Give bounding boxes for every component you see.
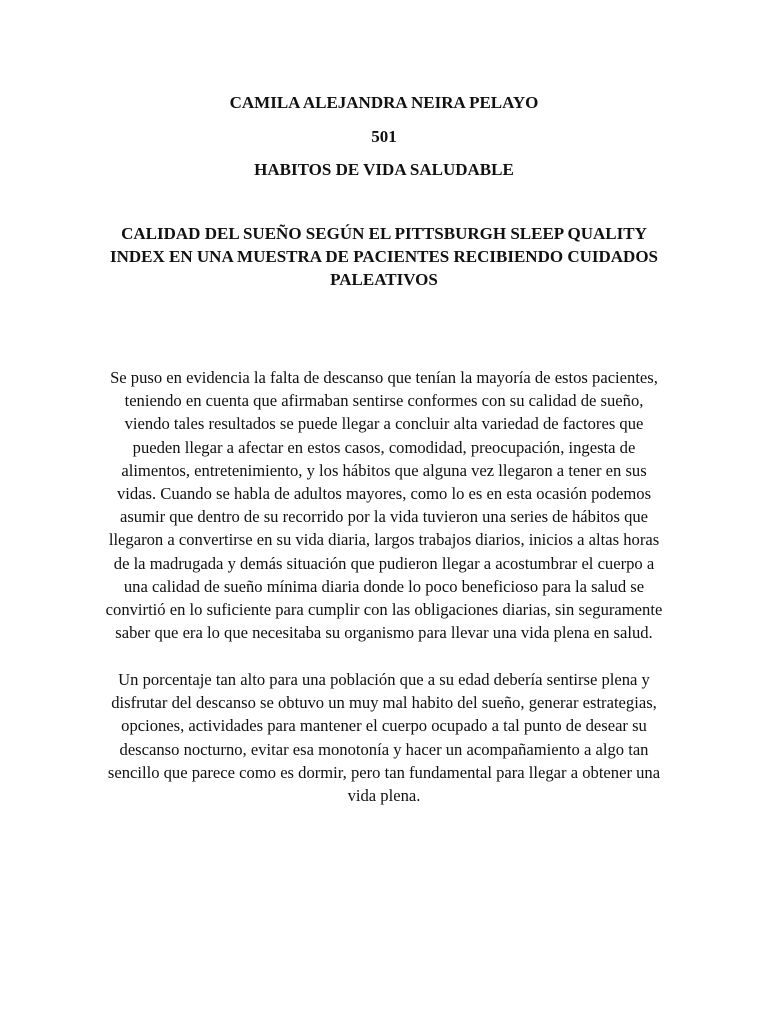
paragraph-2: Un porcentaje tan alto para una población que a su edad debería sentirse plena y disfrutar del descanso se obtuvo un muy mal habito del sueño, generar estrategias, opciones, actividades para mantener el cuerpo ocupado a tal punto de desear su descanso nocturno, evitar esa monotonía y hacer un acompañamiento a algo tan sencillo que parece como es dormir, pero tan fundamental para llegar a obtener una vida plena. <box>107 670 661 806</box>
author-name: CAMILA ALEJANDRA NEIRA PELAYO <box>229 93 539 112</box>
subject-title: HABITOS DE VIDA SALUDABLE <box>254 160 514 179</box>
group-number: 501 <box>371 127 397 146</box>
document-title: CALIDAD DEL SUEÑO SEGÚN EL PITTSBURGH SLEEP QUALITY INDEX EN UNA MUESTRA DE PACIENTES RECIBIENDO CUIDADOS PALEATIVOS <box>109 224 659 289</box>
paragraph-1: Se puso en evidencia la falta de descanso que tenían la mayoría de estos pacientes, teniendo en cuenta que afirmaban sentirse conformes con su calidad de sueño, viendo tales resultados se puede llegar a concluir alta variedad de factores que pueden llegar a afectar en estos casos, comodidad, preocupación, ingesta de alimentos, entretenimiento, y los hábitos que alguna vez llegaron a tener en sus vidas. Cuando se habla de adultos mayores, como lo es en esta ocasión podemos asumir que dentro de su recorrido por la vida tuvieron una series de hábitos que llegaron a convertirse en su vida diaria, largos trabajos diarios, inicios a altas horas de la madrugada y demás situación que pudieron llegar a acostumbrar el cuerpo a una calidad de sueño mínima diaria donde lo poco beneficioso para la salud se convirtió en lo suficiente para cumplir con las obligaciones diarias, sin seguramente saber que era lo que necesitaba su organismo para llevar una vida plena en salud. <box>105 368 663 643</box>
